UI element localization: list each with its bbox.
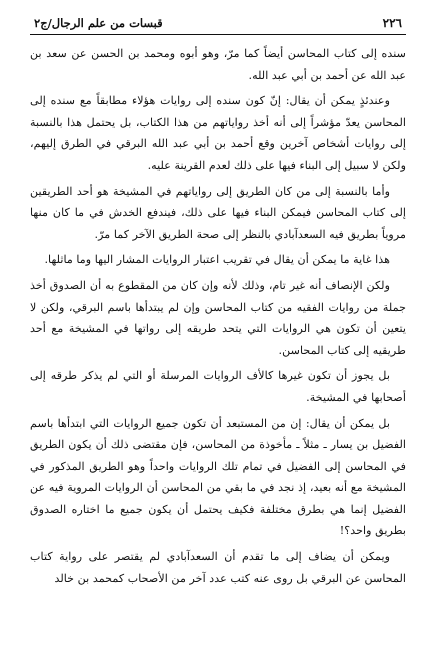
paragraph: هذا غاية ما يمكن أن يقال في تقريب اعتبار الروايات المشار اليها وما ماثلها. (44, 253, 390, 267)
paragraph: سنده إلى كتاب المحاسن أيضاً كما مرّ، وهو أبوه ومحمد بن الحسن عن سعد بن عبد الله عن أحمد بن أبي عبد الله. (30, 47, 406, 82)
paragraph: بل يمكن أن يقال: إن من المستبعد أن تكون جميع الروايات التي ابتدأها باسم الفضيل بن يسار ـ مثلاً ـ مأخوذة من المحاسن، فإن مقتضى ذلك أن يكون الطريق في المحاسن إلى الفضيل في تمام تلك الروايات واحداً وهو الطريق المذكور في المشيخة مع أنه بعيد، إذ نجد في ما بقي من المحاسن أن الروايات المروية فيه عن الفضيل إنما هي بطرق مختلفة فكيف يحتمل أن يكون جميع ما اختاره الصدوق بطريق واحد؟! (30, 416, 406, 538)
running-header (30, 16, 406, 35)
page-number: ٢٢٦ (382, 16, 402, 30)
body-text (30, 43, 406, 589)
paragraph: بل يجوز أن تكون غيرها كالأف الروايات المرسلة أو التي لم يذكر طرقه إلى أصحابها في المشيخة. (30, 369, 406, 404)
paragraph: ولكن الإنصاف أنه غير تام، وذلك لأنه وإن كان من المقطوع به أن الصدوق أخذ جملة من روايات الفقيه من كتاب المحاسن وإن لم يبتدأها باسم البرقي، ولكن لا يتعين أن تكون هي الروايات التي يتحد طريقه إلى رواتها في المشيخة مع أحد طريقيه إلى كتاب المحاسن. (30, 278, 406, 357)
running-title: قبسات من علم الرجال/ج٢ (34, 16, 163, 30)
paragraph: وأما بالنسبة إلى من كان الطريق إلى رواياتهم في المشيخة هو أحد الطريقين إلى كتاب المحاسن فيمكن البناء فيها على ذلك، فيندفع الخدش في ما كان منها مروياً بطريق فيه السعدآبادي بالنظر إلى صحة الطريق الآخر كما مرّ. (30, 184, 406, 241)
paragraph: ويمكن أن يضاف إلى ما تقدم أن السعدآبادي لم يقتصر على رواية كتاب المحاسن عن البرقي بل روى عنه كتب عدد آخر من الأصحاب كمحمد بن خالد (30, 550, 406, 585)
paragraph: وعندئذٍ يمكن أن يقال: إنّ كون سنده إلى روايات هؤلاء مطابقاً مع سنده إلى المحاسن يعدّ مؤشراً إلى أنه أخذ رواياتهم من هذا الكتاب، بل يحتمل هذا بالنسبة إلى روايات أشخاص آخرين وقع أحمد بن أبي عبد الله البرقي في الطرق إليهم، ولكن لا سبيل إلى البناء فيها على ذلك لعدم القرينة عليه. (30, 94, 406, 172)
